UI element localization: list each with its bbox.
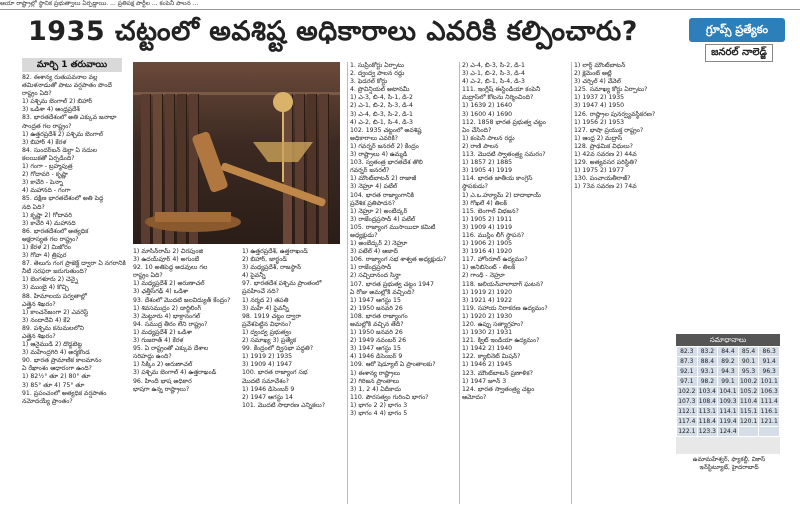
- question-line: 3) 1947 4) 1950: [574, 102, 625, 110]
- question-line: 1) ద్వంద్వ ప్రభుత్వం: [242, 328, 292, 336]
- question-line: 3) గుజరాత్ 4) కేరళ: [133, 337, 184, 345]
- question-line: 1) అనిబిసెంట్ - తిలక్: [462, 264, 516, 272]
- question-line: 129. అత్యవసర పరిస్థితి?: [574, 159, 638, 167]
- question-line: 95. ఏ రాష్ట్రంతో ఎక్కువ దేశాల: [133, 345, 209, 353]
- question-line: 3) 85° తూ 4) 75° తూ: [22, 381, 85, 389]
- question-line: నది ఏది?: [22, 203, 45, 211]
- question-line: 1) అంబేద్కర్ 2) నెహ్రూ: [350, 240, 408, 248]
- answer-cell: [738, 427, 759, 437]
- answer-cell: 106.3: [760, 388, 778, 395]
- question-line: 1) ఆనైముడి 2) దొడ్డబెట్ట: [22, 341, 83, 349]
- question-line: 93. దేశంలో మొదటి జలవిద్యుత్ కేంద్రం?: [133, 296, 231, 304]
- question-line: 3. ఫెడరల్ కోర్టు: [350, 78, 388, 86]
- question-line: 1) బెంగళూరు 2) చెన్నై: [22, 276, 78, 284]
- answer-cell: 109.3: [719, 398, 737, 405]
- question-line: 1) 1946 2) 1945: [462, 361, 513, 369]
- question-line: 130. పంచాయతీరాజ్?: [574, 175, 631, 183]
- question-line: 87. తెలుగు గంగ ప్రాజెక్ట్ ద్వారా ఏ నగరానికి: [22, 260, 126, 268]
- question-line: 2) ఎ-1, బి-2, సి-3, డి-4: [350, 102, 413, 110]
- answer-cell: 113.1: [698, 408, 716, 415]
- question-line: 84. సుందర్‌బన్ డెల్టా ఏ నదుల: [22, 146, 98, 154]
- answer-cell: 120.1: [739, 418, 758, 425]
- question-column-1: [22, 74, 130, 504]
- question-line: 1) మౌంట్‌బాటన్ 2) రాజాజీ: [350, 175, 417, 183]
- question-line: 94. సముద్ర తీరం లేని రాష్ట్రం?: [133, 320, 208, 328]
- question-line: 1) ఆంధ్ర 2) మద్రాస్: [574, 134, 623, 142]
- question-line: 1) ఉత్తరప్రదేశ్ 2) పశ్చిమ బెంగాల్: [22, 130, 103, 138]
- question-line: 2) 1947 ఆగస్టు 14: [242, 393, 293, 401]
- question-line: 114. భారత జాతీయ కాంగ్రెస్: [462, 175, 533, 183]
- answers-row: [677, 347, 780, 357]
- question-line: 1) ఈశాన్య రాష్ట్రాలు: [350, 369, 401, 377]
- question-line: 4) పైవన్నీ: [242, 272, 266, 280]
- question-line: భాషగా ఉన్న రాష్ట్రాలు?: [133, 385, 190, 393]
- answer-cell: 114.1: [719, 408, 737, 415]
- question-line: 2) గిరిజన ప్రాంతాలు: [350, 377, 400, 385]
- answer-cell: 103.4: [698, 388, 716, 395]
- answer-cell: 99.1: [718, 377, 739, 387]
- question-line: 1) 1919 2) 1920: [462, 288, 513, 296]
- column-divider: [347, 62, 348, 504]
- answers-row: [677, 367, 780, 377]
- question-line: 2) 1950 జనవరి 26: [350, 304, 403, 312]
- answer-cell: 84.4: [718, 347, 739, 357]
- question-line: ఎత్తైన శిఖరం?: [22, 333, 56, 340]
- question-line: 1. సుప్రీంకోర్టు ఏర్పాటు: [350, 62, 404, 69]
- question-line: ఏ రేఖాంశం ఆధారంగా ఉంది?: [22, 365, 92, 373]
- question-line: 4) ఎ-2, బి-1, సి-4, డి-3: [462, 78, 525, 86]
- question-line: తమిళనాడుతో పాటు వర్షపాతం పొందే: [22, 82, 112, 90]
- question-line: అమల్లోకి వచ్చిన తేదీ?: [350, 321, 404, 328]
- question-line: 3) మధ్యప్రదేశ్, రాజస్థాన్: [242, 264, 301, 272]
- answer-cell: 108.4: [698, 398, 716, 405]
- question-line: 3) కావేరి 4) మహానది: [22, 219, 76, 227]
- question-line: 92. 10 అతిపెద్ద అడవులు గల: [133, 264, 208, 272]
- question-line: అధ్యక్షుడు?: [350, 231, 378, 239]
- question-line: 3) 1909 4) 1919: [462, 223, 513, 231]
- answer-cell: 96.3: [759, 367, 780, 377]
- question-line: 2) గాంధీ - నెహ్రూ: [462, 272, 505, 280]
- question-line: 127. భాషా ప్రయుక్త రాష్ట్రం?: [574, 126, 644, 134]
- question-line: 1) శివసముద్రం 2) డార్జిలింగ్: [133, 304, 202, 312]
- question-line: 2) సమాఖ్య 3) ప్రత్యేక: [242, 337, 297, 345]
- question-line: 115. బెంగాల్ విభజన?: [462, 207, 519, 215]
- question-line: 3) మహీ 4) పైవన్నీ: [242, 304, 289, 312]
- answer-cell: 88.4: [697, 357, 718, 367]
- answer-cell: 92.1: [677, 367, 698, 377]
- question-line: 1) గంగా - బ్రహ్మపుత్ర: [22, 163, 73, 171]
- author-credit: ఉమామహేశ్వర్, ఫ్యాకల్టీ, వికాస్ ఇన్‌స్టిట్యూట్, హైదరాబాద్: [692, 456, 766, 471]
- question-line: 119. సహాయ నిరాకరణ ఉద్యమం?: [462, 304, 548, 312]
- question-line: 104. భారత రాజ్యాంగానికి: [350, 191, 415, 199]
- question-line: 101. మొదటి సాధారణ ఎన్నికలు?: [242, 401, 325, 409]
- answer-cell: 91.4: [759, 357, 780, 367]
- question-line: 116. ముస్లిం లీగ్ స్థాపన?: [462, 231, 525, 239]
- answer-cell: 102.2: [678, 388, 696, 395]
- question-line: 118. జలియన్‌వాలాబాగ్ ఘటన?: [462, 280, 544, 288]
- question-line: ఏం చేసింది?: [462, 126, 492, 134]
- answer-cell: 100.2: [739, 378, 758, 385]
- answer-cell: 101.1: [760, 378, 778, 385]
- question-line: 4) 1946 డిసెంబర్ 9: [350, 353, 403, 361]
- question-line: 85. దక్షిణ భారతదేశంలో అతి పెద్ద: [22, 195, 104, 203]
- question-line: 3) 1909 4) 1947: [242, 361, 293, 369]
- question-line: 98. 1919 చట్టం ద్వారా: [242, 312, 302, 320]
- question-line: 1) 1920 2) 1930: [462, 312, 513, 320]
- answers-row: [677, 417, 780, 427]
- question-line: ప్రవహించే నది?: [242, 288, 279, 296]
- question-line: 103. స్వతంత్ర భారతదేశ తొలి: [350, 159, 423, 167]
- answer-cell: 87.3: [677, 357, 698, 367]
- answer-cell: [759, 427, 780, 437]
- groups-special-badge: గ్రూప్స్ ప్రత్యేకం: [689, 18, 785, 42]
- answer-cell: 117.4: [678, 418, 696, 425]
- question-line: 3) పశ్చిమ బెంగాల్ 4) ఉత్తరాఖండ్: [133, 369, 217, 377]
- answers-table: [676, 346, 780, 437]
- answer-cell: 110.4: [739, 398, 758, 405]
- question-line: 1) 1946 డిసెంబర్ 9: [242, 385, 295, 393]
- question-line: 3) నందాదేవి 4) కే2: [22, 316, 71, 324]
- question-line: 117. హోంరూల్ ఉద్యమం?: [462, 256, 528, 264]
- question-line: 1) ఉత్తరప్రదేశ్, ఉత్తరాఖండ్: [242, 248, 308, 255]
- question-line: నీటి సరఫరా జరుగుతుంది?: [22, 268, 88, 276]
- question-line: 111. ఇంగ్లీష్ ఈస్టిండియా కంపెనీ: [462, 86, 541, 94]
- answers-row: [677, 387, 780, 397]
- question-line: 113. మొదటి స్వాతంత్ర్య సమరం?: [462, 151, 546, 159]
- question-line: ఏ రోజు అమల్లోకి వచ్చింది?: [350, 288, 415, 296]
- question-line: రాష్ట్రం ఏది?: [133, 272, 163, 280]
- question-line: 1) 1947 జూన్ 3: [462, 377, 507, 385]
- question-line: 83. భారతదేశంలో అతి ఎక్కువ జనాభా: [22, 114, 117, 122]
- question-line: 1) పశ్చిమ బెంగాల్ 2) బిహార్: [22, 98, 93, 106]
- general-knowledge-badge: జనరల్ నాలెడ్జ్: [705, 44, 773, 62]
- question-line: 1) కేరళ 2) మిజోరం: [22, 243, 71, 251]
- question-line: 1) మాసిన్‌రామ్ 2) చిరపుంజి: [133, 248, 203, 255]
- question-line: అక్షరాస్యత గల రాష్ట్రం?: [22, 235, 79, 243]
- question-line: 1) ఎ.ఒ.హ్యూమ్ 2) దాదాభాయ్: [462, 191, 541, 199]
- question-line: 108. భారత రాజ్యాంగం: [350, 312, 408, 320]
- question-line: 1) 82½° తూ 2) 80° తూ: [22, 373, 91, 381]
- question-line: 3) రాష్ట్రాలు 4) ఉమ్మడి: [350, 151, 408, 159]
- question-line: 2. ద్వంద్వ పాలన రద్దు: [350, 70, 405, 78]
- question-line: 3) ఉదయ్‌పూర్ 4) అగుంబే: [133, 256, 200, 264]
- question-line: 1) 1857 2) 1885: [462, 159, 513, 167]
- question-line: 1) ఎ-3, బి-4, సి-1, డి-2: [350, 94, 413, 102]
- question-line: 1) భాగం 2 2) భాగం 3: [350, 401, 408, 409]
- answer-cell: 94.3: [718, 367, 739, 377]
- question-line: 1) మధ్యప్రదేశ్ 2) ఒడిశా: [133, 328, 193, 336]
- question-line: 3) భాగం 4 4) భాగం 5: [350, 410, 408, 418]
- question-line: 110. పౌరసత్వం గురించి భాగం?: [350, 393, 429, 401]
- question-line: 1) 1639 2) 1640: [462, 102, 513, 110]
- question-line: 1) 1937 2) 1935: [574, 94, 625, 102]
- question-line: 82. ఈశాన్య రుతుపవనాల వల్ల: [22, 74, 98, 81]
- answer-cell: 83.2: [697, 347, 718, 357]
- question-line: 123. మౌంట్‌బాటన్ ప్రణాళిక?: [462, 369, 533, 377]
- answer-cell: 119.4: [719, 418, 737, 425]
- answer-cell: 86.3: [759, 347, 780, 357]
- question-line: 122. క్యాబినెట్ మిషన్?: [462, 353, 521, 361]
- question-line: నమోదయ్యే ప్రాంతం?: [22, 397, 73, 405]
- question-line: 3) కావేరి - పెన్నా: [22, 179, 64, 187]
- answer-cell: 85.4: [738, 347, 759, 357]
- question-line: 107. భారత ప్రభుత్వ చట్టం 1947: [350, 280, 434, 288]
- answer-cell: 116.1: [760, 408, 778, 415]
- question-line: 2) ఎ-4, బి-3, సి-2, డి-1: [462, 62, 525, 69]
- question-line: 2) 1949 నవంబర్ 26: [350, 337, 407, 345]
- answers-row: [677, 427, 780, 437]
- question-line: 2) సచ్చిదానంద సిన్హా: [350, 272, 401, 280]
- question-line: 89. పశ్చిమ కనుమలలోని: [22, 324, 84, 332]
- question-line: 3) రాజేంద్రప్రసాద్ 4) పటేల్: [350, 215, 416, 223]
- question-line: 106. రాజ్యాంగ సభ శాశ్వత అధ్యక్షుడు?: [350, 256, 447, 264]
- continuation-date-label: మార్చి 1 తరువాయి: [22, 58, 122, 72]
- question-line: 1) మధ్యప్రదేశ్ 2) అరుణాచల్: [133, 280, 205, 288]
- question-line: 109. ఆరో షెడ్యూల్ ఏ ప్రాంతాలకు?: [350, 361, 436, 369]
- answers-box: [676, 334, 780, 454]
- question-line: 3) 1905 4) 1919: [462, 167, 513, 175]
- question-line: 3) నెహ్రూ 4) పటేల్: [350, 183, 398, 191]
- question-line: 125. సమాఖ్య కోర్టు ఏర్పాటు?: [574, 86, 648, 94]
- question-line: 1) 1950 జనవరి 26: [350, 329, 403, 337]
- question-line: కలయికతో ఏర్పడింది?: [22, 154, 75, 162]
- answer-cell: 97.1: [677, 377, 698, 387]
- page-headline: 1935 చట్టంలో అవశిష్ట అధికారాలు ఎవరికి కల్పించారు?: [28, 16, 638, 47]
- answer-cell: 98.2: [697, 377, 718, 387]
- question-column-6: [574, 62, 674, 504]
- question-line: 2) క్లెమెంట్ అట్లీ: [574, 70, 612, 78]
- answer-cell: 121.1: [760, 418, 778, 425]
- question-line: 3) 1, 2 4) ఏదీకాదు: [350, 385, 402, 393]
- question-line: 3) ముంబై 4) కొచ్చి: [22, 284, 69, 292]
- question-line: ఎత్తైన శిఖరం?: [22, 300, 56, 308]
- question-line: 3) 1921 4) 1922: [462, 296, 513, 304]
- answer-cell: 93.1: [697, 367, 718, 377]
- question-line: 3) మెట్టూరు 4) భాక్రానంగల్: [133, 312, 201, 320]
- answers-header: సమాధానాలు: [676, 334, 780, 346]
- question-line: 102. 1935 చట్టంలో అవశిష్ట: [350, 126, 422, 134]
- question-line: 124. భారత స్వాతంత్ర్య చట్టం: [462, 385, 535, 393]
- question-line: 3) ఎ-1, బి-2, సి-3, డి-4: [462, 70, 525, 78]
- answer-cell: 104.1: [719, 388, 737, 395]
- question-line: 3) ఛత్తీస్‌గఢ్ 4) ఒడిశా: [133, 288, 189, 296]
- question-line: 88. హిమాలయ పర్వతాల్లో: [22, 292, 87, 300]
- answer-cell: 90.1: [738, 357, 759, 367]
- question-column-3: [242, 248, 346, 504]
- answer-cell: 122.1: [678, 428, 696, 435]
- question-line: 3) బిహార్ 4) కేరళ: [22, 138, 67, 146]
- question-line: 1) 73వ సవరణ 2) 74వ: [574, 183, 637, 191]
- question-column-4: [350, 62, 458, 504]
- answer-cell: 112.1: [678, 408, 696, 415]
- question-line: 1) 1905 2) 1911: [462, 215, 513, 223]
- question-line: 99. కేంద్రంలో ద్విసభా పద్ధతి?: [242, 345, 314, 353]
- question-line: 3) గోఖలే 4) తిలక్: [462, 199, 508, 207]
- question-line: రాష్ట్రం ఏది?: [22, 90, 52, 98]
- answers-row: [677, 407, 780, 417]
- question-line: 3) ఒడిశా 4) ఆంధ్రప్రదేశ్: [22, 106, 80, 114]
- question-line: 3) 1600 4) 1690: [462, 110, 513, 118]
- question-line: 1) కృష్ణా 2) గోదావరి: [22, 211, 72, 219]
- question-line: 2) గోదావరి - కృష్ణా: [22, 171, 68, 179]
- answer-cell: 111.4: [760, 398, 778, 405]
- question-line: 128. ప్రాథమిక విధులు?: [574, 142, 633, 150]
- column-divider: [459, 62, 460, 504]
- column-divider: [571, 62, 572, 504]
- answer-cell: 115.1: [739, 408, 758, 415]
- answer-cell: 107.3: [678, 398, 696, 405]
- question-line: 1) కాంచన్‌జంగా 2) ఎవరెస్ట్: [22, 308, 89, 316]
- question-line: 3) 1947 ఆగస్టు 15: [350, 345, 401, 353]
- answers-row: [677, 357, 780, 367]
- question-line: 1) 1956 2) 1953: [574, 118, 625, 126]
- question-line: 3) పటేల్ 4) ఆజాద్: [350, 248, 398, 256]
- question-line: అధికారాలు ఎవరికి?: [350, 134, 398, 142]
- question-line: 1) 1947 ఆగస్టు 15: [350, 296, 401, 304]
- question-line: 121. క్విట్ ఇండియా ఉద్యమం?: [462, 337, 540, 345]
- question-line: స్థాపకుడు?: [462, 183, 488, 191]
- question-line: 126. రాష్ట్రాల పునర్వ్యవస్థీకరణ?: [574, 110, 656, 118]
- question-line: ఆమోదం?: [462, 393, 487, 401]
- question-line: 1) కంపెనీ పాలన రద్దు: [462, 134, 515, 142]
- answers-row: [677, 377, 780, 387]
- question-line: 96. హిందీ భాష అధికార: [133, 377, 192, 385]
- answer-cell: 124.4: [719, 428, 737, 435]
- question-line: ప్రవేశపెట్టిన విధానం?: [242, 320, 292, 328]
- answer-cell: 89.2: [718, 357, 739, 367]
- question-line: 1) 42వ సవరణ 2) 44వ: [574, 151, 637, 159]
- gavel-photo: [133, 62, 340, 244]
- question-line: 1) సిక్కిం 2) అరుణాచల్: [133, 361, 193, 369]
- question-line: గవర్నర్ జనరల్?: [350, 167, 390, 175]
- answers-row: [677, 397, 780, 407]
- question-line: 120. ఉప్పు సత్యాగ్రహం?: [462, 321, 524, 328]
- question-line: 86. భారతదేశంలో అత్యధిక: [22, 227, 89, 235]
- answer-cell: 105.2: [739, 388, 758, 395]
- question-line: 105. రాజ్యాంగ ముసాయిదా కమిటీ: [350, 223, 436, 231]
- answer-cell: 118.4: [698, 418, 716, 425]
- question-line: 1) 1942 2) 1940: [462, 345, 513, 353]
- question-line: 3) ఎ-4, బి-3, సి-2, డి-1: [350, 110, 413, 118]
- question-line: 97. భారతదేశ పశ్చిమ ప్రాంతంలో: [242, 280, 322, 288]
- question-line: 3) 1916 4) 1920: [462, 248, 513, 256]
- question-line: 3) మహేంద్రగిరి 4) అర్మకొండ: [22, 349, 90, 357]
- question-line: 1) గవర్నర్ జనరల్ 2) కేంద్రం: [350, 142, 419, 150]
- answer-cell: 95.3: [738, 367, 759, 377]
- question-line: 1) లార్డ్ మౌంట్‌బాటన్: [574, 62, 626, 69]
- question-line: 100. భారత రాజ్యాంగ సభ: [242, 369, 308, 377]
- question-line: 1) నెహ్రూ 2) అంబేద్కర్: [350, 207, 408, 215]
- question-line: 90. భారత ప్రామాణిక కాలమానం: [22, 357, 102, 365]
- question-line: 112. 1858 భారత ప్రభుత్వ చట్టం: [462, 118, 546, 126]
- question-column-5: [462, 62, 570, 504]
- question-line: 4. ప్రొవిన్షియల్ అటానమీ: [350, 86, 410, 94]
- question-line: 3) గోవా 4) త్రిపుర: [22, 252, 67, 260]
- question-line: 91. ప్రపంచంలో అత్యధిక వర్షపాతం: [22, 389, 107, 397]
- question-line: 1) 1930 2) 1931: [462, 329, 513, 337]
- question-line: ప్రవేశిక ప్రతిపాదన?: [350, 199, 396, 207]
- question-line: మొదటి సమావేశం?: [242, 377, 289, 385]
- question-line: 4) మహానది - గంగా: [22, 187, 71, 195]
- question-column-2: [133, 248, 239, 504]
- top-continuation-strip: ఆయా రాష్ట్రాల్లో స్థానిక ప్రభుత్వాలు ఏర్పడ్డాయి. ... ప్రతిపక్ష పార్టీల ... కంపెనీ పాలన ...: [0, 0, 800, 10]
- question-line: మద్రాస్‌లో కోటను నిర్మించింది?: [462, 94, 534, 102]
- question-line: సరిహద్దు ఉంది?: [133, 353, 172, 361]
- question-line: 1) 1919 2) 1935: [242, 353, 293, 361]
- answer-cell: 82.3: [677, 347, 698, 357]
- question-line: 3) చర్చిల్ 4) వేవెల్: [574, 78, 621, 86]
- question-line: 1) 1975 2) 1977: [574, 167, 625, 175]
- question-line: 1) 1906 2) 1905: [462, 240, 513, 248]
- question-line: 4) ఎ-2, బి-1, సి-4, డి-3: [350, 118, 413, 126]
- question-line: 1) రాజేంద్రప్రసాద్: [350, 264, 392, 272]
- question-line: 2) రాణి పాలన: [462, 142, 499, 150]
- question-line: సాంద్రత గల రాష్ట్రం?: [22, 122, 72, 130]
- gavel-icon: [133, 62, 340, 244]
- question-line: 1) నర్మద 2) తపతి: [242, 296, 289, 304]
- answer-cell: 123.3: [698, 428, 716, 435]
- question-line: 2) బిహార్, జార్ఖండ్: [242, 256, 287, 264]
